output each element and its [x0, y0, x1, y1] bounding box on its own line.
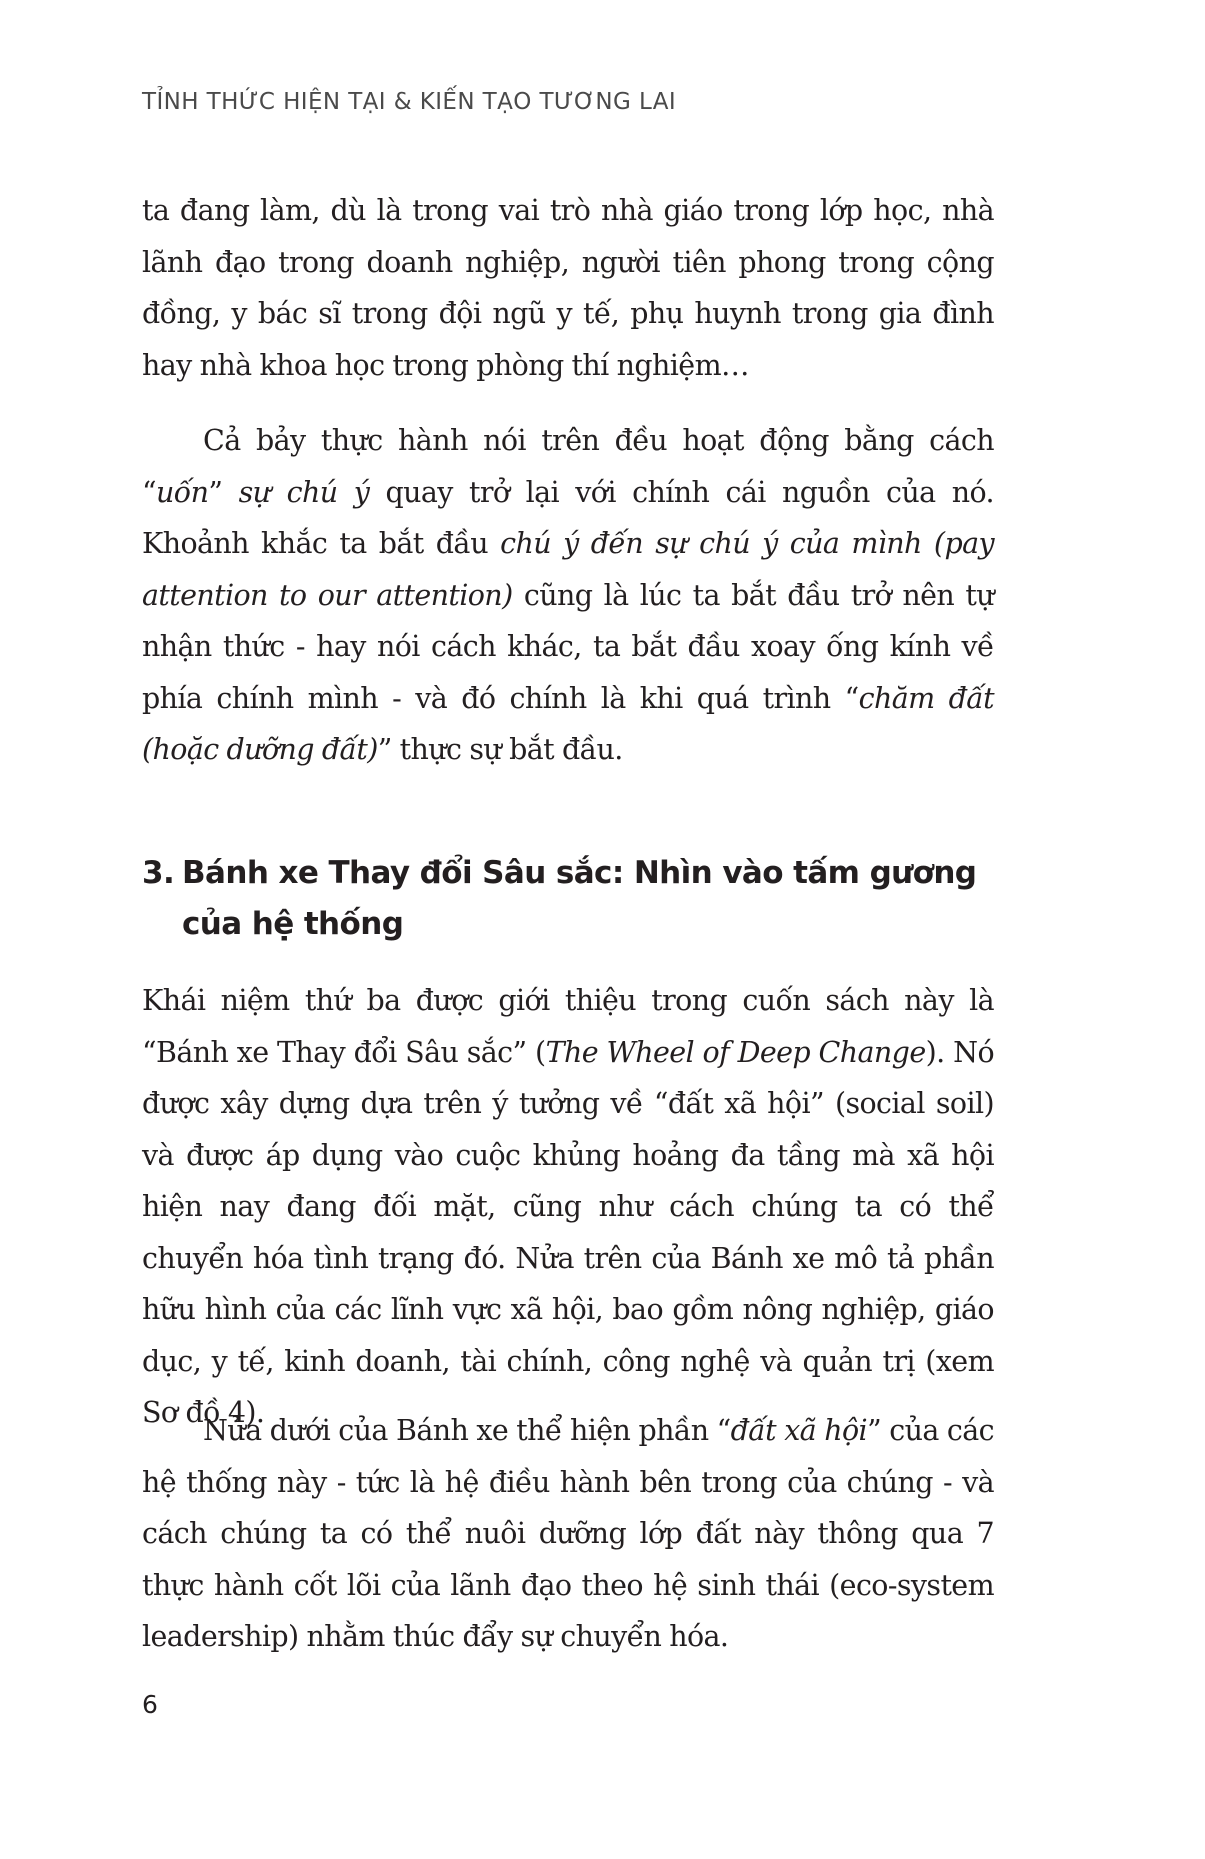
paragraph-4-text-2: ” của các hệ thống này - tức là hệ điều hành bên trong của chúng - và cách chúng ta có thể nuôi dưỡng lớp đất này thông qua 7 thực hành cốt lõi của lãnh đạo theo hệ sinh thái (eco-system leadership) nhằm thúc đẩy sự chuyển hóa. [142, 1414, 994, 1653]
section-title-line-1: Bánh xe Thay đổi Sâu sắc: Nhìn vào tấm gương [182, 855, 977, 891]
paragraph-2 [142, 415, 994, 776]
section-number: 3. [142, 855, 175, 891]
paragraph-2-italic-1: uốn [155, 475, 209, 509]
paragraph-2-text-5: ” thực sự bắt đầu. [377, 733, 623, 766]
paragraph-3-text-1: Khái niệm thứ ba được giới thiệu trong cuốn sách này là “Bánh xe Thay đổi Sâu sắc” ( [142, 984, 994, 1069]
paragraph-4-text-1: Nửa dưới của Bánh xe thể hiện phần “ [203, 1414, 731, 1447]
paragraph-3-italic-1: The Wheel of Deep Change [545, 1035, 926, 1069]
section-heading-line-1 [142, 848, 994, 899]
section-title-line-2: của hệ thống [182, 906, 404, 942]
paragraph-2-italic-4: chăm đất (hoặc dưỡng đất) [142, 681, 994, 766]
paragraph-2-text-4: cũng là lúc ta bắt đầu trở nên tự nhận thức - hay nói cách khác, ta bắt đầu xoay ống kính về phía chính mình - và đó chính là khi quá trình “ [142, 578, 995, 715]
paragraph-1: ta đang làm, dù là trong vai trò nhà giáo trong lớp học, nhà lãnh đạo trong doanh nghiệp, người tiên phong trong cộng đồng, y bác sĩ trong đội ngũ y tế, phụ huynh trong gia đình hay nhà khoa học trong phòng thí nghiệm… [142, 194, 994, 382]
paragraph-3 [142, 975, 994, 1439]
running-header: TỈNH THỨC HIỆN TẠI & KIẾN TẠO TƯƠNG LAI [142, 89, 677, 115]
page-number: 6 [142, 1690, 158, 1719]
paragraph-4 [142, 1405, 994, 1663]
paragraph-2-text-3: quay trở lại với chính cái nguồn của nó. Khoảnh khắc ta bắt đầu [142, 475, 995, 560]
paragraph-2-text-2: ” [208, 475, 239, 509]
paragraph-3-text-2: ). Nó được xây dựng dựa trên ý tưởng về “đất xã hội” (social soil) và được áp dụng vào cuộc khủng hoảng đa tầng mà xã hội hiện nay đang đối mặt, cũng như cách chúng ta có thể chuyển hóa tình trạng đó. Nửa trên của Bánh xe mô tả phần hữu hình của các lĩnh vực xã hội, bao gồm nông nghiệp, giáo dục, y tế, kinh doanh, tài chính, công nghệ và quản trị (xem Sơ đồ 4). [142, 1035, 995, 1429]
paragraph-2-italic-2: sự chú ý [238, 475, 370, 509]
paragraph-4-italic-1: đất xã hội [730, 1414, 868, 1447]
section-heading [142, 848, 994, 950]
paragraph-2-italic-3: chú ý đến sự chú ý của mình (pay attention to our attention) [142, 527, 994, 612]
paragraph-2-text-1: Cả bảy thực hành nói trên đều hoạt động bằng cách “ [142, 424, 994, 509]
